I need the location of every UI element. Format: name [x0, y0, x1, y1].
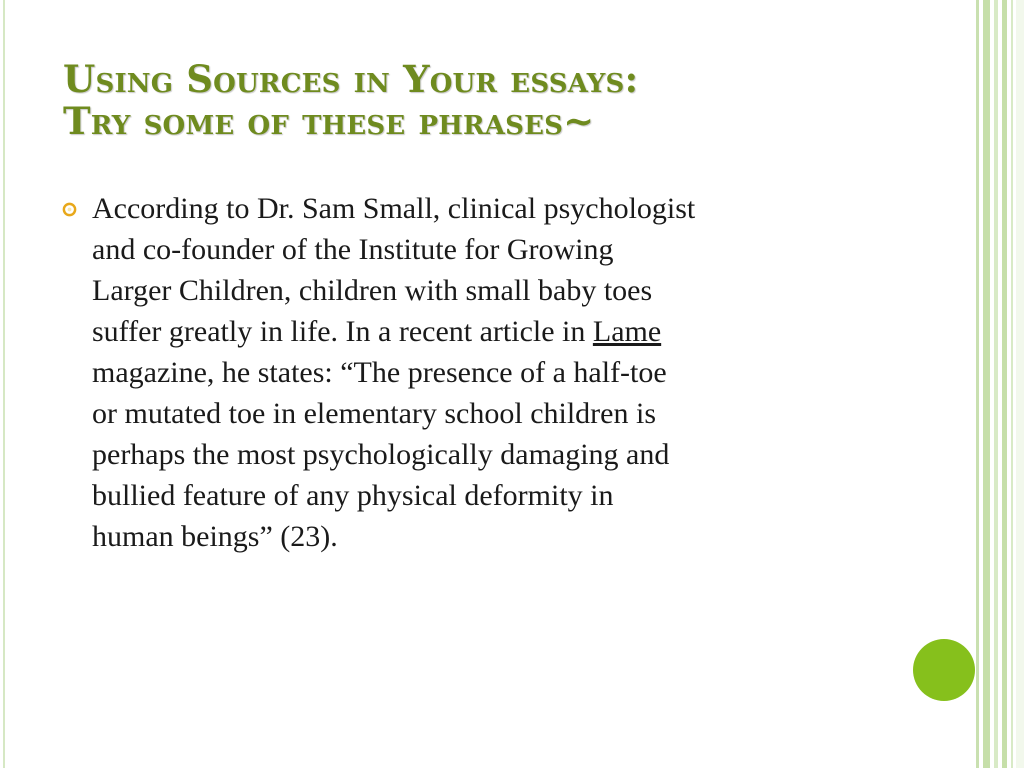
paragraph-text-part2: magazine, he states: “The presence of a half-toe or mutated toe in elementary school children is perhaps the most psychologically damaging and bullied feature of any physical deformity in human beings” (23). [92, 356, 670, 553]
right-stripe [983, 0, 990, 768]
magazine-title: Lame [592, 315, 662, 348]
paragraph-text-part1: According to Dr. Sam Small, clinical psychologist and co-founder of the Institute for Growing Larger Children, children with small baby toes suffer greatly in life. In a recent article in [92, 192, 696, 348]
bullet-paragraph [92, 188, 882, 557]
slide-title [63, 58, 943, 142]
title-line-2: Try some of these phrases~ [63, 99, 595, 143]
right-stripe [1011, 0, 1013, 768]
right-stripe [994, 0, 998, 768]
title-line-1: Using Sources in Your essays: [63, 57, 639, 101]
left-border-line [3, 0, 5, 768]
right-stripe [1002, 0, 1007, 768]
right-stripe [1016, 0, 1024, 768]
right-stripe [976, 0, 979, 768]
circle-bullet-icon [62, 202, 77, 217]
green-circle-decoration [913, 639, 975, 701]
